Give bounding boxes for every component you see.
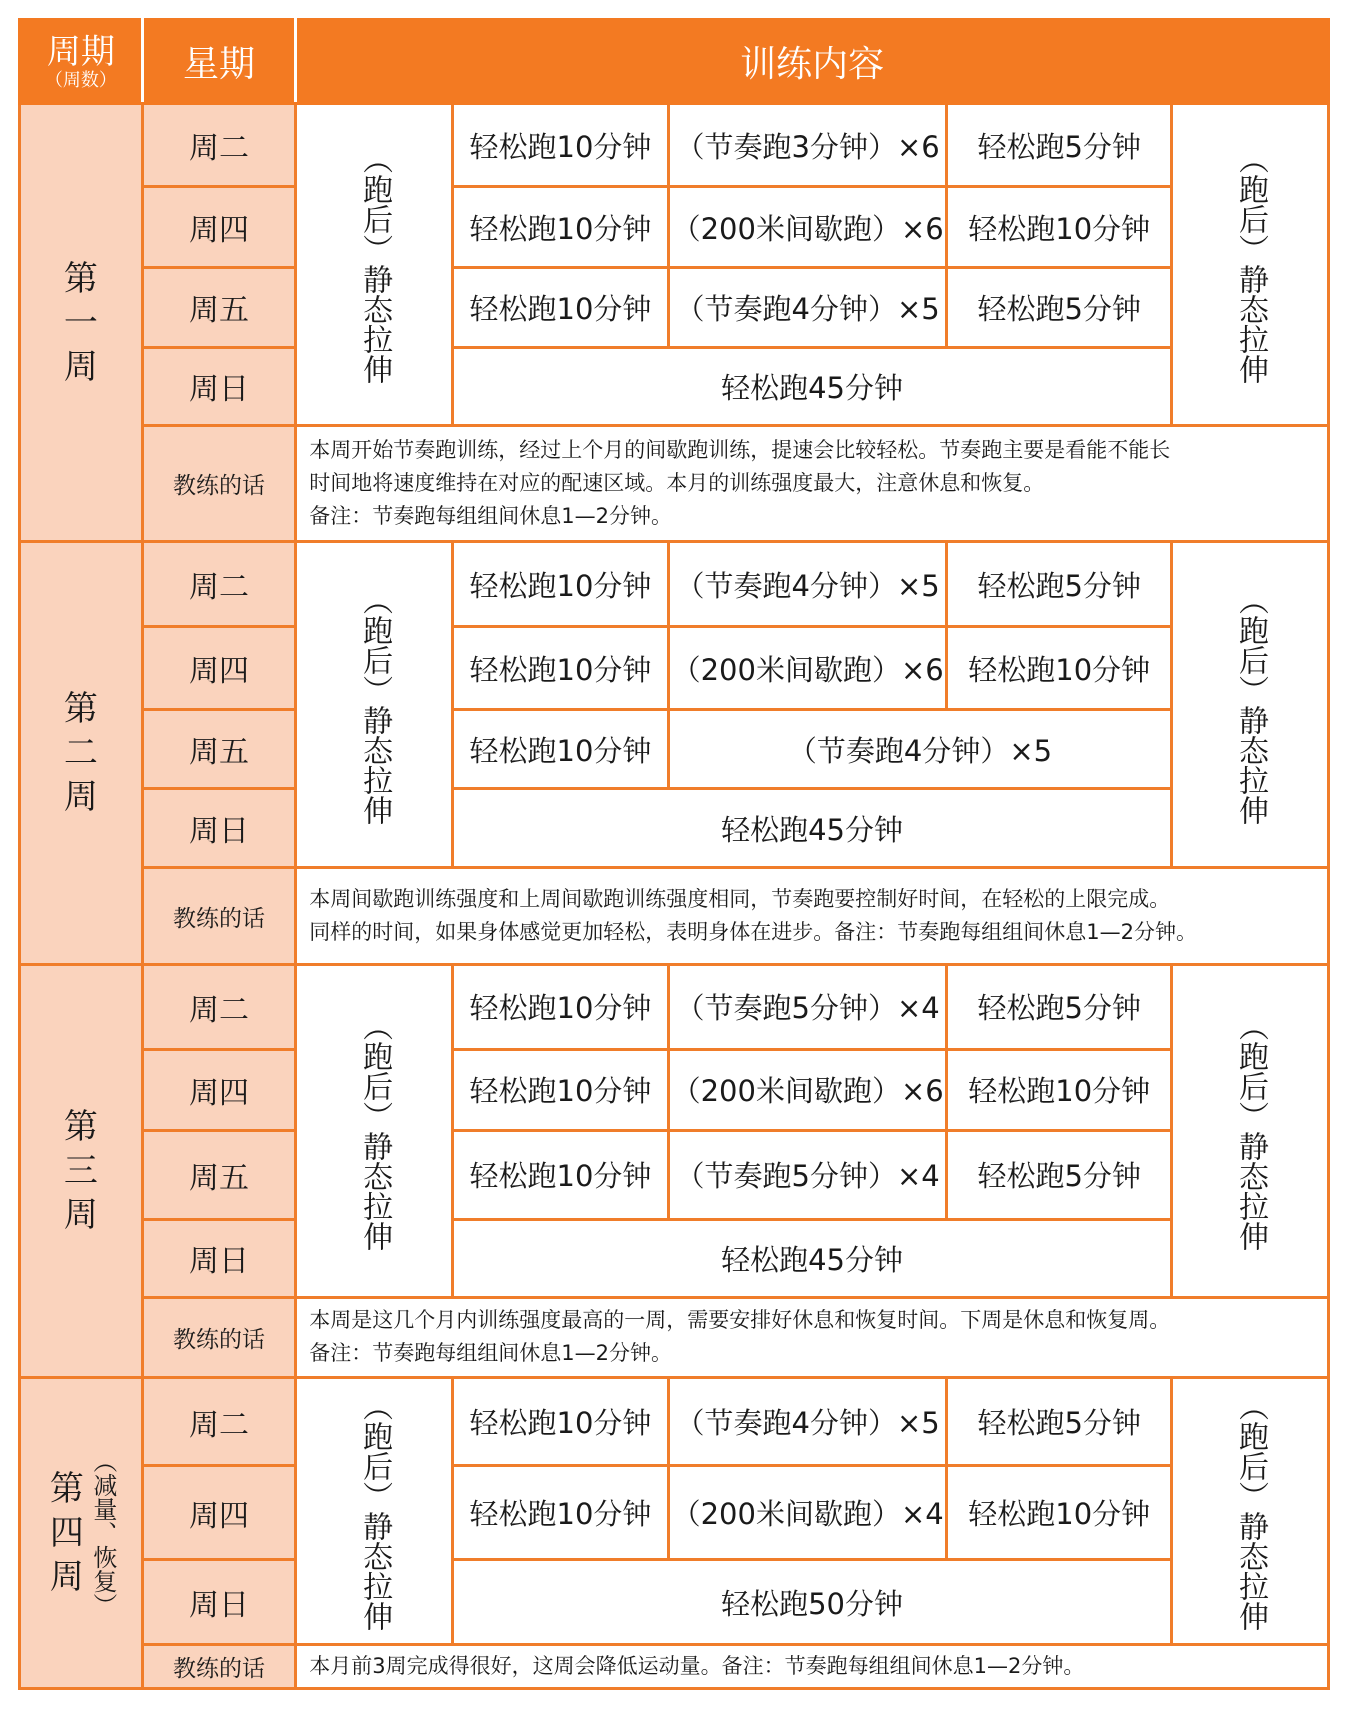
stretch-after: （跑后）静态拉伸 — [1172, 104, 1329, 426]
coach-note-line: 备注：节奏跑每组组间休息1—2分钟。 — [309, 504, 672, 528]
day-row — [20, 1219, 1329, 1297]
header-row — [20, 20, 1329, 104]
warmup-session: 轻松跑10分钟 — [452, 267, 668, 347]
coach-note — [296, 1644, 1329, 1688]
cooldown-session: 轻松跑10分钟 — [947, 1466, 1172, 1560]
day-row — [20, 542, 1329, 627]
coach-note-line: 备注：节奏跑每组组间休息1—2分钟。 — [309, 1341, 672, 1366]
day-label: 周二 — [142, 1378, 295, 1466]
cooldown-session: 轻松跑10分钟 — [947, 187, 1172, 267]
day-label: 周日 — [142, 789, 295, 868]
day-row — [20, 267, 1329, 347]
day-label: 周四 — [142, 187, 295, 267]
full-session: 轻松跑50分钟 — [452, 1560, 1171, 1645]
coach-note-line: 本周是这几个月内训练强度最高的一周，需要安排好休息和恢复时间。下周是休息和恢复周。 — [309, 1308, 1171, 1333]
warmup-session: 轻松跑10分钟 — [452, 104, 668, 187]
main-session: （节奏跑5分钟）×4 — [668, 1130, 946, 1219]
stretch-after: （跑后）静态拉伸 — [1172, 542, 1329, 868]
day-row — [20, 965, 1329, 1050]
cooldown-session: 轻松跑5分钟 — [947, 1130, 1172, 1219]
cooldown-session: 轻松跑5分钟 — [947, 965, 1172, 1050]
coach-note — [296, 1297, 1329, 1377]
coach-note-line: 本月前3周完成得很好，这周会降低运动量。备注：节奏跑每组组间休息1—2分钟。 — [309, 1653, 1085, 1678]
day-label: 周五 — [142, 1130, 295, 1219]
warmup-session: 轻松跑10分钟 — [452, 626, 668, 709]
warmup-session: 轻松跑10分钟 — [452, 965, 668, 1050]
full-session: 轻松跑45分钟 — [452, 789, 1171, 868]
full-session: 轻松跑45分钟 — [452, 1219, 1171, 1297]
cooldown-session: 轻松跑10分钟 — [947, 626, 1172, 709]
coach-note-line: 时间地将速度维持在对应的配速区域。本月的训练强度最大，注意休息和恢复。 — [309, 471, 1045, 495]
day-row — [20, 710, 1329, 789]
day-row — [20, 1378, 1329, 1466]
day-label: 周二 — [142, 104, 295, 187]
coach-row — [20, 868, 1329, 965]
day-label: 周日 — [142, 1219, 295, 1297]
main-session: （节奏跑4分钟）×5 — [668, 267, 946, 347]
warmup-session: 轻松跑10分钟 — [452, 542, 668, 627]
coach-note-line: 本周开始节奏跑训练，经过上个月的间歇跑训练，提速会比较轻松。节奏跑主要是看能不能长 — [309, 438, 1171, 462]
day-label: 周二 — [142, 965, 295, 1050]
header-period — [20, 20, 143, 104]
stretch-before: （跑后）静态拉伸 — [296, 965, 453, 1298]
week-title: 第一周 — [63, 258, 98, 387]
week-label-4 — [20, 1378, 143, 1689]
day-row — [20, 1560, 1329, 1645]
day-row — [20, 1130, 1329, 1219]
header-content: 训练内容 — [296, 20, 1329, 104]
coach-row — [20, 1297, 1329, 1377]
week-title: 第二周 — [63, 689, 98, 818]
header-period-label: 周期 — [46, 31, 115, 72]
coach-note-line: 同样的时间，如果身体感觉更加轻松，表明身体在进步。备注：节奏跑每组组间休息1—2分钟。 — [309, 920, 1197, 945]
main-session: （200米间歇跑）×6 — [668, 1049, 946, 1130]
warmup-session: 轻松跑10分钟 — [452, 1466, 668, 1560]
coach-note-line: 本周间歇跑训练强度和上周间歇跑训练强度相同，节奏跑要控制好时间，在轻松的上限完成。 — [309, 887, 1171, 912]
week-label-2 — [20, 542, 143, 965]
coach-label: 教练的话 — [142, 425, 295, 541]
cooldown-session: 轻松跑5分钟 — [947, 542, 1172, 627]
day-label: 周四 — [142, 1049, 295, 1130]
header-period-sub: （周数） — [44, 69, 117, 91]
cooldown-session: 轻松跑5分钟 — [947, 104, 1172, 187]
week-subtitle: （减量、恢复） — [88, 1449, 117, 1618]
week-title: 第三周 — [63, 1107, 98, 1236]
day-label: 周四 — [142, 626, 295, 709]
week-title: 第四周 — [49, 1469, 84, 1598]
plan-body — [20, 104, 1329, 1689]
training-plan-table — [18, 18, 1330, 1690]
stretch-before: （跑后）静态拉伸 — [296, 104, 453, 426]
main-session: （节奏跑4分钟）×5 — [668, 1378, 946, 1466]
day-label: 周五 — [142, 267, 295, 347]
day-row — [20, 1466, 1329, 1560]
cooldown-session: 轻松跑10分钟 — [947, 1049, 1172, 1130]
main-session: （节奏跑3分钟）×6 — [668, 104, 946, 187]
main-session: （200米间歇跑）×6 — [668, 626, 946, 709]
day-row — [20, 1049, 1329, 1130]
main-session: （200米间歇跑）×6 — [668, 187, 946, 267]
day-row — [20, 104, 1329, 187]
stretch-after: （跑后）静态拉伸 — [1172, 1378, 1329, 1645]
coach-note — [296, 425, 1329, 541]
stretch-before: （跑后）静态拉伸 — [296, 1378, 453, 1645]
week-label-3 — [20, 965, 143, 1378]
cooldown-session: 轻松跑5分钟 — [947, 267, 1172, 347]
day-label: 周日 — [142, 347, 295, 425]
day-label: 周日 — [142, 1560, 295, 1645]
main-session: （节奏跑4分钟）×5 — [668, 542, 946, 627]
coach-row — [20, 425, 1329, 541]
day-row — [20, 347, 1329, 425]
cooldown-session: 轻松跑5分钟 — [947, 1378, 1172, 1466]
coach-note — [296, 868, 1329, 965]
coach-row — [20, 1644, 1329, 1688]
warmup-session: 轻松跑10分钟 — [452, 187, 668, 267]
warmup-session: 轻松跑10分钟 — [452, 1378, 668, 1466]
day-label: 周四 — [142, 1466, 295, 1560]
warmup-session: 轻松跑10分钟 — [452, 1130, 668, 1219]
main-session: （节奏跑5分钟）×4 — [668, 965, 946, 1050]
stretch-after: （跑后）静态拉伸 — [1172, 965, 1329, 1298]
main-session: （200米间歇跑）×4 — [668, 1466, 946, 1560]
day-label: 周五 — [142, 710, 295, 789]
coach-label: 教练的话 — [142, 868, 295, 965]
coach-label: 教练的话 — [142, 1644, 295, 1688]
warmup-session: 轻松跑10分钟 — [452, 710, 668, 789]
warmup-session: 轻松跑10分钟 — [452, 1049, 668, 1130]
week-label-1 — [20, 104, 143, 542]
full-session: 轻松跑45分钟 — [452, 347, 1171, 425]
day-row — [20, 626, 1329, 709]
stretch-before: （跑后）静态拉伸 — [296, 542, 453, 868]
day-row — [20, 187, 1329, 267]
day-row — [20, 789, 1329, 868]
coach-label: 教练的话 — [142, 1297, 295, 1377]
main-session: （节奏跑4分钟）×5 — [668, 710, 1171, 789]
header-day: 星期 — [142, 20, 295, 104]
day-label: 周二 — [142, 542, 295, 627]
